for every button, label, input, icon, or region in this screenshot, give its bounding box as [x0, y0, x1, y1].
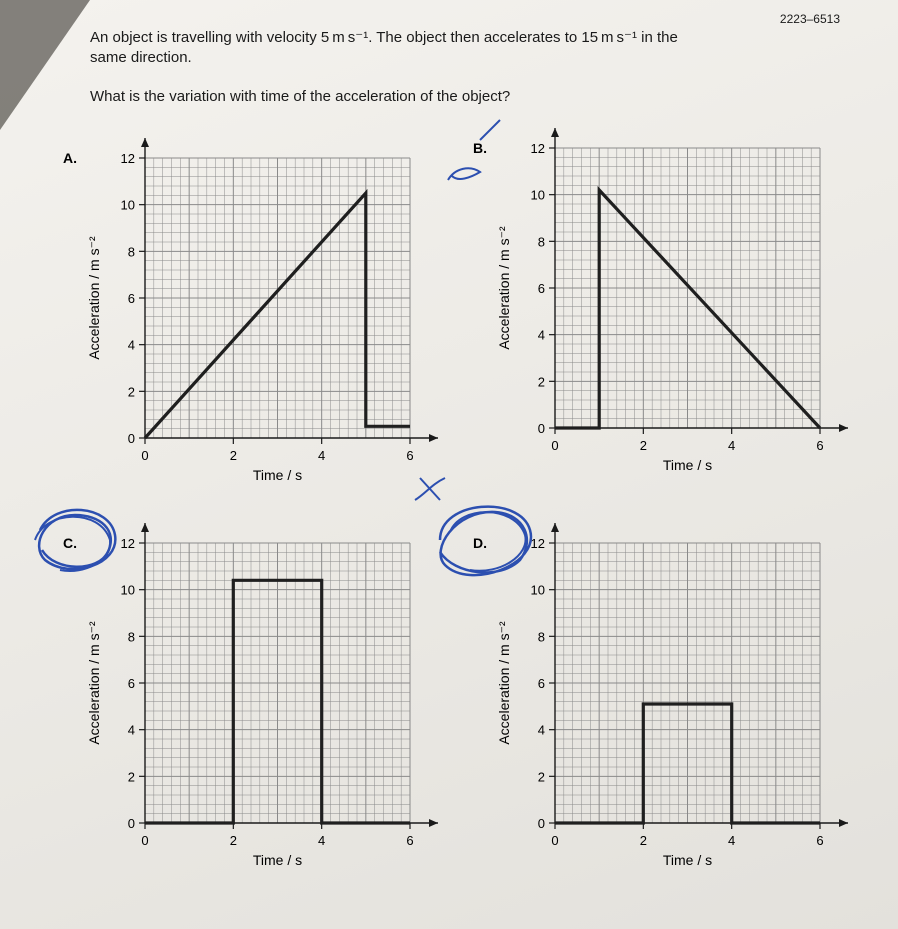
option-label: A.	[63, 150, 77, 166]
y-tick-label: 4	[537, 722, 545, 738]
grid	[555, 543, 820, 823]
option-label: C.	[63, 535, 77, 551]
x-tick-label: 4	[318, 833, 326, 848]
question-text	[90, 28, 790, 68]
option-label: D.	[473, 535, 487, 551]
y-tick-label: 12	[120, 536, 135, 551]
y-tick-label: 12	[120, 151, 135, 166]
y-tick-label: 2	[537, 769, 545, 785]
page-shadow	[0, 0, 90, 130]
x-tick-label: 0	[141, 448, 149, 463]
y-tick-label: 6	[537, 676, 545, 691]
question-prompt: What is the variation with time of the acceleration of the object?	[90, 88, 511, 105]
question-line-2: same direction.	[90, 49, 192, 66]
y-tick-label: 4	[537, 327, 545, 343]
y-tick-label: 10	[120, 582, 135, 598]
x-tick-label: 0	[551, 833, 559, 848]
y-axis-title: Acceleration / m s⁻²	[496, 226, 512, 350]
y-tick-label: 0	[127, 431, 135, 446]
x-axis-arrow	[429, 434, 438, 442]
x-tick-label: 6	[816, 833, 824, 848]
x-tick-label: 2	[639, 833, 647, 848]
y-axis-title: Acceleration / m s⁻²	[86, 621, 102, 745]
y-tick-label: 12	[530, 141, 545, 156]
y-tick-label: 6	[127, 676, 135, 691]
page-code: 2223–6513	[779, 12, 840, 26]
y-tick-label: 4	[127, 722, 135, 738]
y-axis-arrow	[551, 523, 559, 532]
x-axis-arrow	[429, 819, 438, 827]
y-axis-arrow	[141, 138, 149, 147]
chart-option-c[interactable]	[55, 515, 455, 875]
chart-option-d[interactable]	[465, 515, 865, 875]
x-tick-label: 2	[639, 438, 647, 453]
y-tick-label: 0	[537, 421, 545, 436]
x-tick-label: 2	[229, 833, 237, 848]
y-tick-label: 10	[120, 197, 135, 213]
y-tick-label: 10	[530, 187, 545, 203]
x-tick-label: 4	[728, 438, 736, 453]
y-tick-label: 8	[127, 244, 135, 260]
x-tick-label: 4	[318, 448, 326, 463]
y-axis-arrow	[551, 128, 559, 137]
x-axis-arrow	[839, 819, 848, 827]
y-tick-label: 6	[127, 291, 135, 306]
y-tick-label: 2	[537, 374, 545, 390]
x-tick-label: 6	[406, 833, 414, 848]
y-tick-label: 0	[537, 816, 545, 831]
x-tick-label: 0	[141, 833, 149, 848]
y-tick-label: 10	[530, 582, 545, 598]
y-tick-label: 4	[127, 337, 135, 353]
x-axis-arrow	[839, 424, 848, 432]
y-tick-label: 6	[537, 281, 545, 296]
x-tick-label: 6	[406, 448, 414, 463]
chart-option-a[interactable]	[55, 130, 455, 490]
y-axis-title: Acceleration / m s⁻²	[496, 621, 512, 745]
y-tick-label: 8	[537, 234, 545, 250]
x-tick-label: 2	[229, 448, 237, 463]
y-tick-label: 0	[127, 816, 135, 831]
option-label: B.	[473, 140, 487, 156]
y-axis-title: Acceleration / m s⁻²	[86, 236, 102, 360]
x-tick-label: 0	[551, 438, 559, 453]
y-tick-label: 8	[127, 629, 135, 645]
chart-option-b[interactable]	[465, 120, 865, 480]
grid	[145, 543, 410, 823]
x-axis-title: Time / s	[662, 852, 713, 868]
y-tick-label: 2	[127, 384, 135, 400]
y-tick-label: 12	[530, 536, 545, 551]
y-tick-label: 8	[537, 629, 545, 645]
x-axis-title: Time / s	[252, 467, 303, 483]
x-tick-label: 4	[728, 833, 736, 848]
x-axis-title: Time / s	[252, 852, 303, 868]
y-tick-label: 2	[127, 769, 135, 785]
y-axis-arrow	[141, 523, 149, 532]
question-line-1: An object is travelling with velocity 5 m s⁻¹. The object then accelerates to 15 m s⁻¹ in the	[90, 29, 678, 46]
x-axis-title: Time / s	[662, 457, 713, 473]
x-tick-label: 6	[816, 438, 824, 453]
